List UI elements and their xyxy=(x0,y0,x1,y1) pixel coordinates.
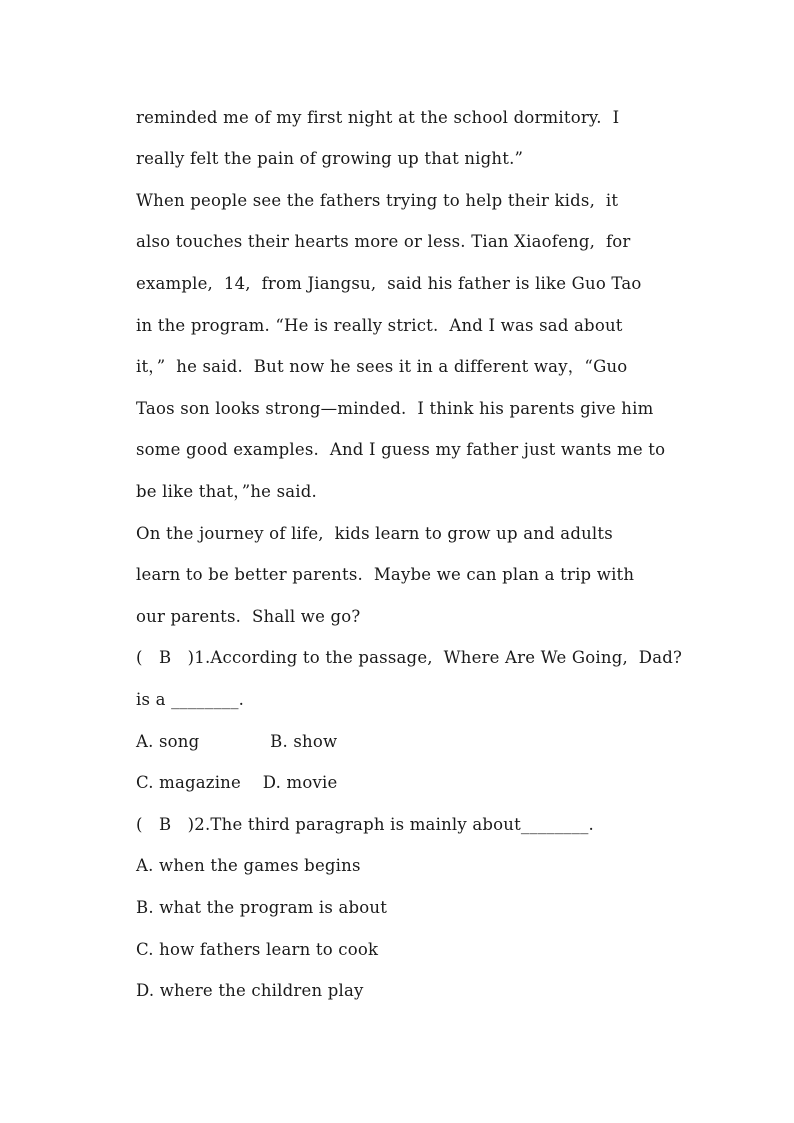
text-line: in the program. “He is really strict. And I was sad about xyxy=(136,316,623,335)
text-line: learn to be better parents. Maybe we can plan a trip with xyxy=(136,565,635,584)
answer-option-line: B. what the program is about xyxy=(136,898,388,917)
text-line: On the journey of life, kids learn to grow up and adults xyxy=(136,524,613,543)
answer-option-line: C. how fathers learn to cook xyxy=(136,940,379,959)
text-line: example, 14, from Jiangsu, said his father is like Guo Tao xyxy=(136,274,642,293)
question-line: is a ________. xyxy=(136,690,245,709)
text-line: be like that，”he said. xyxy=(136,482,317,501)
text-line: really felt the pain of growing up that night.” xyxy=(136,149,524,168)
answer-option-line: C. magazine D. movie xyxy=(136,773,338,792)
text-line: also touches their hearts more or less. Tian Xiaofeng, for xyxy=(136,232,631,251)
text-line: When people see the fathers trying to help their kids, it xyxy=(136,191,619,210)
text-line: some good examples. And I guess my father just wants me to xyxy=(136,440,666,459)
text-line: reminded me of my first night at the school dormitory. I xyxy=(136,108,620,127)
text-line: our parents. Shall we go? xyxy=(136,607,361,626)
answer-option-line: A. song B. show xyxy=(136,732,338,751)
text-line: it，” he said. But now he sees it in a different way，“Guo xyxy=(136,357,628,376)
answer-option-line: D. where the children play xyxy=(136,981,364,1000)
question-line: ( B )1.According to the passage, Where Are We Going, Dad? xyxy=(136,648,683,667)
answer-option-line: A. when the games begins xyxy=(136,856,361,875)
text-line: Taos son looks strong—minded. I think his parents give him xyxy=(136,399,654,418)
question-line: ( B )2.The third paragraph is mainly about________. xyxy=(136,815,594,834)
